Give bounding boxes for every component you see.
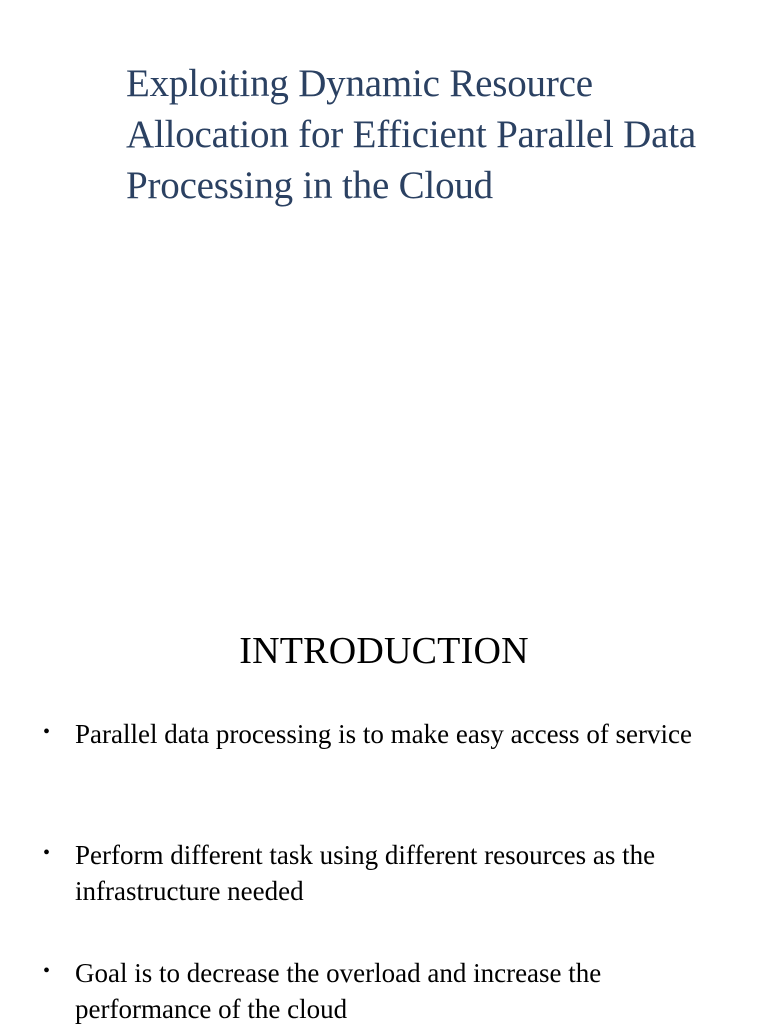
bullet-text: Goal is to decrease the overload and increase the performance of the cloud <box>75 958 602 1024</box>
bullet-dot-icon: • <box>43 842 51 864</box>
bullet-dot-icon: • <box>43 960 51 982</box>
section-heading-introduction: INTRODUCTION <box>239 630 529 672</box>
slide-title: Exploiting Dynamic Resource Allocation for Efficient Parallel Data Processing in the Cloud <box>126 62 696 207</box>
bullet-dot-icon: • <box>43 721 51 743</box>
bullet-text: Perform different task using different resources as the infrastructure needed <box>75 840 656 906</box>
bullet-text: Parallel data processing is to make easy access of service <box>75 719 693 749</box>
